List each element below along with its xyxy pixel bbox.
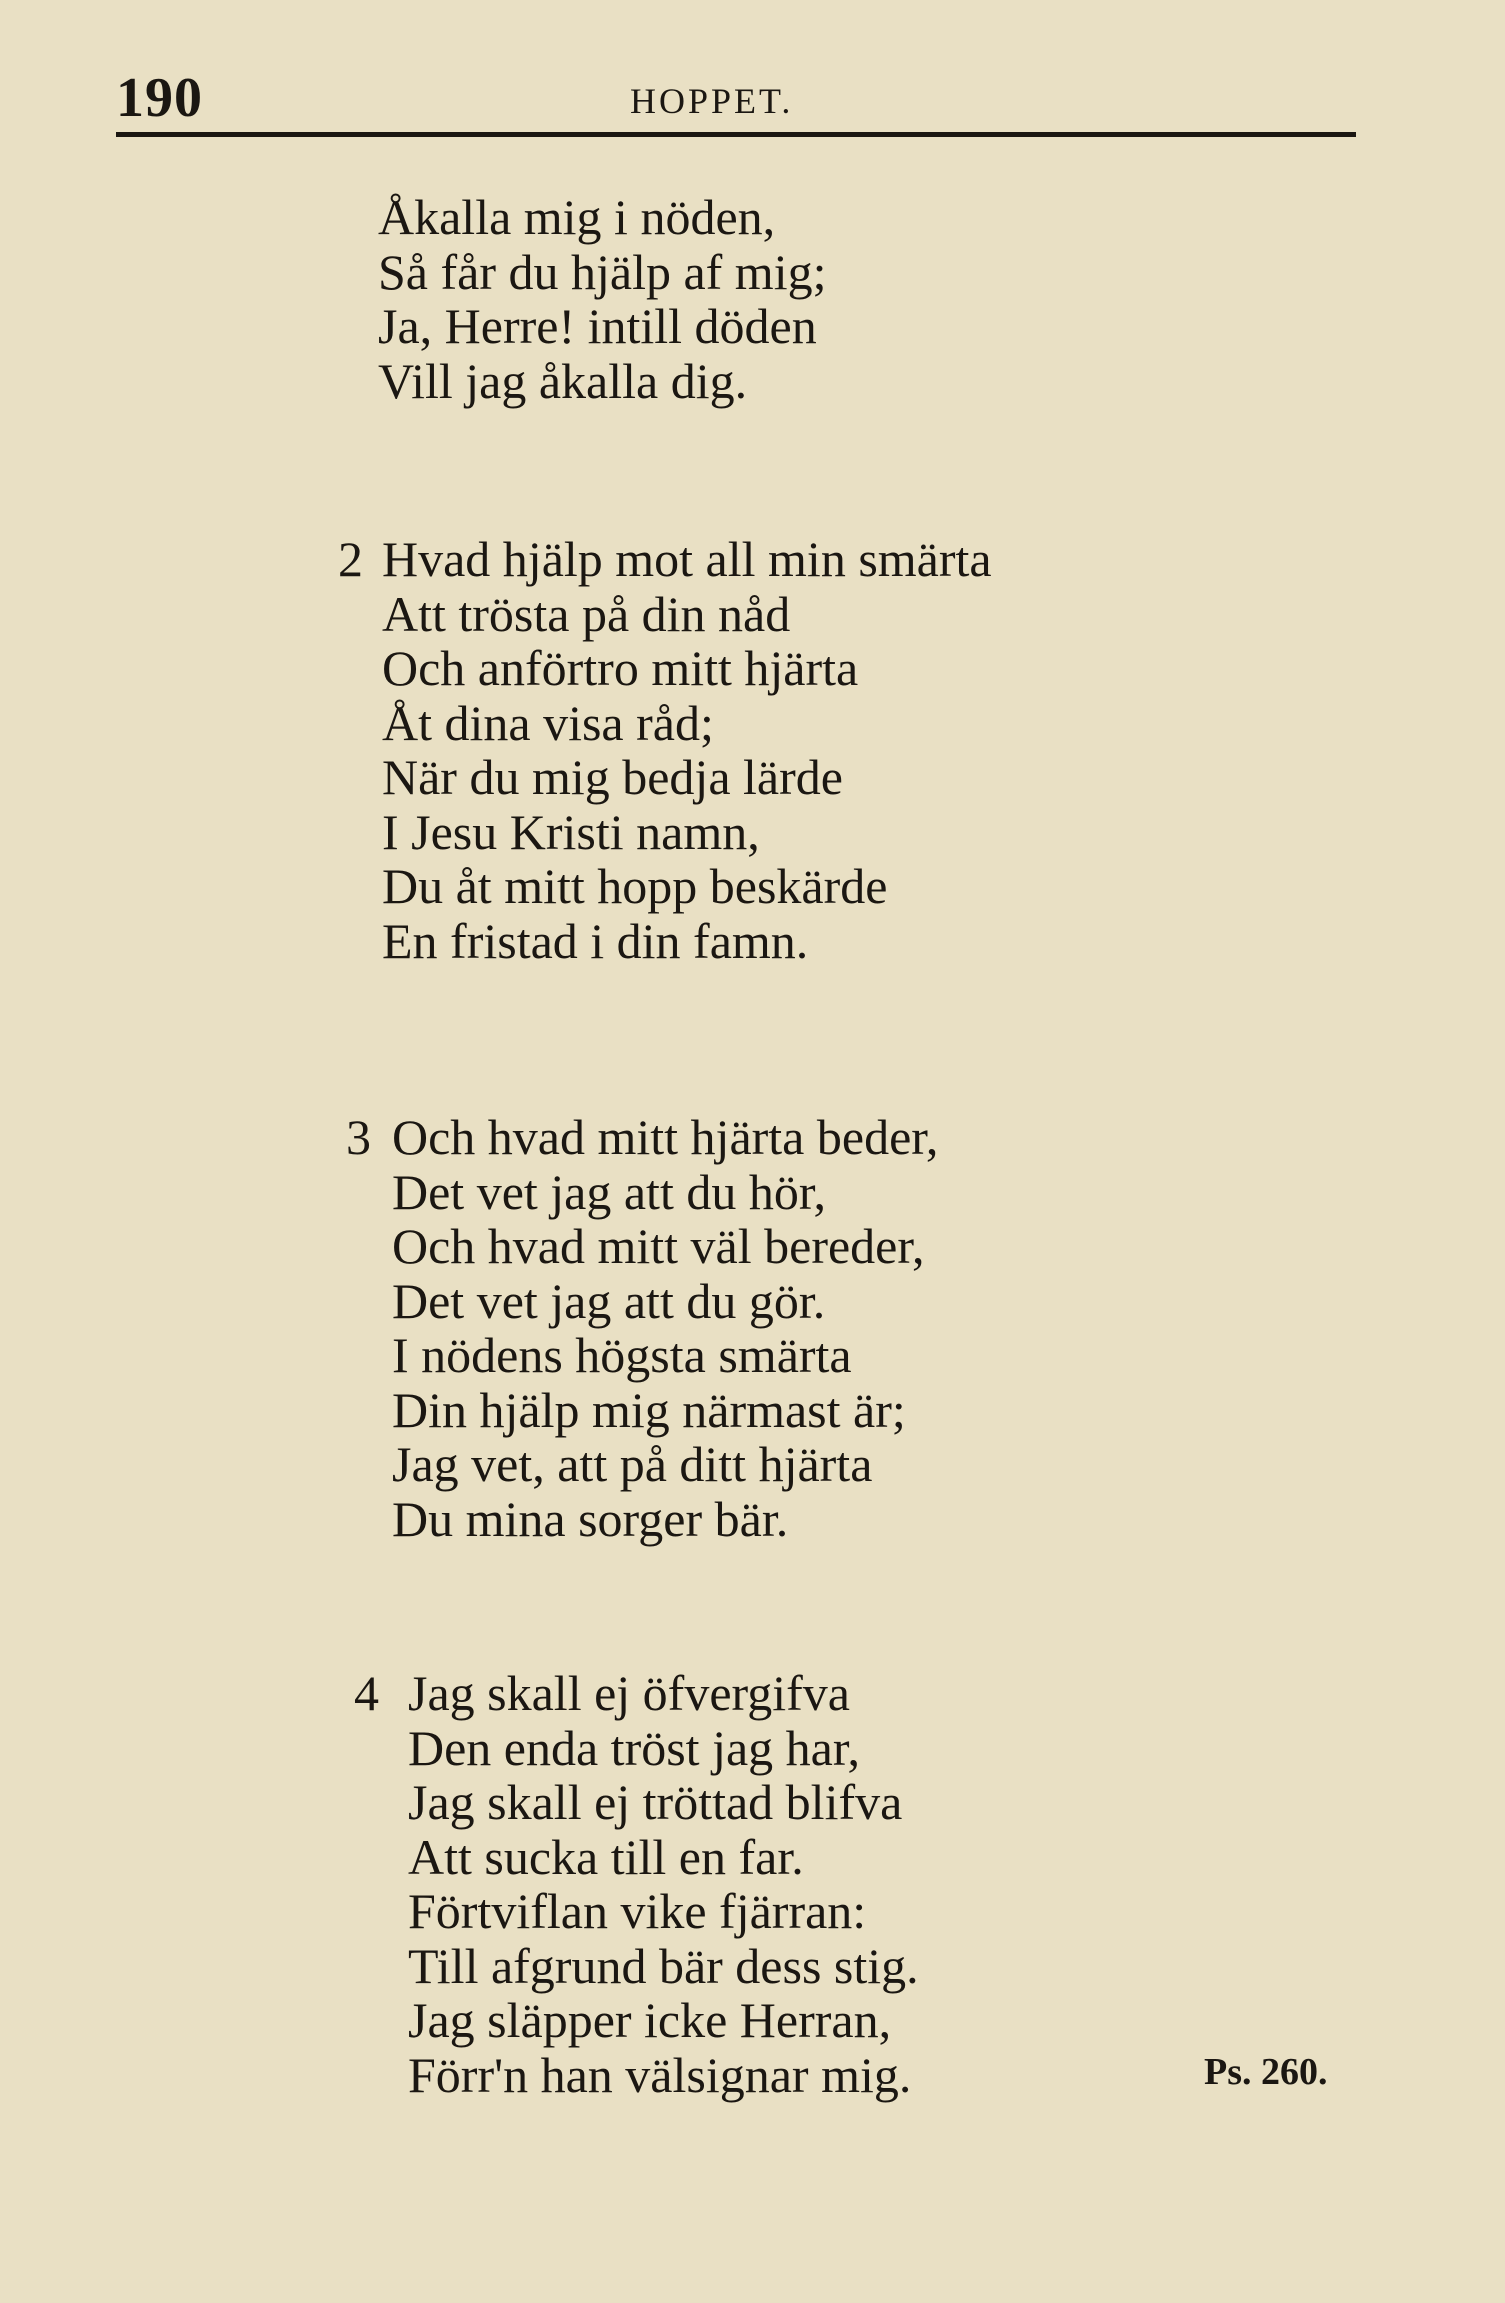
- running-head: HOPPET.: [630, 81, 794, 121]
- verse-line: Jag släpper icke Herran,: [408, 1992, 892, 2048]
- stanza-1: [378, 190, 827, 408]
- verse-line: Den enda tröst jag har,: [408, 1719, 861, 1776]
- verse-line: Du åt mitt hopp beskärde: [382, 858, 888, 914]
- stanza-number: 4: [354, 1665, 379, 1721]
- verse-line: Åt dina visa råd;: [382, 694, 714, 751]
- verse-line: Det vet jag att du hör,: [392, 1163, 826, 1220]
- verse-line: Och hvad mitt väl bereder,: [392, 1218, 925, 1274]
- verse-line: Till afgrund bär dess stig.: [408, 1937, 919, 1994]
- verse-line: I Jesu Kristi namn,: [382, 803, 760, 860]
- header-rule: [116, 132, 1356, 137]
- verse-line: Jag skall ej öfvergifva: [408, 1665, 850, 1721]
- verse-line: När du mig bedja lärde: [382, 749, 843, 805]
- verse-line: Förtviflan vike fjärran:: [408, 1883, 867, 1939]
- verse-line: Du mina sorger bär.: [392, 1490, 789, 1547]
- psalm-reference: Ps. 260.: [1204, 2051, 1328, 2093]
- verse-line: Jag skall ej tröttad blifva: [408, 1774, 903, 1830]
- stanza-4: [408, 1666, 919, 2102]
- verse-line: Det vet jag att du gör.: [392, 1272, 826, 1329]
- verse-line: I nödens högsta smärta: [392, 1327, 852, 1383]
- stanza-number: 2: [338, 531, 363, 587]
- verse-line: En fristad i din famn.: [382, 912, 809, 969]
- verse-line: Och hvad mitt hjärta beder,: [392, 1109, 939, 1165]
- page-number: 190: [116, 67, 203, 129]
- verse-line: Hvad hjälp mot all min smärta: [382, 531, 992, 587]
- verse-line: Förr'n han välsignar mig.: [408, 2046, 912, 2103]
- verse-line: Att trösta på din nåd: [382, 585, 791, 642]
- verse-line: Ja, Herre! intill döden: [378, 298, 817, 354]
- verse-line: Och anförtro mitt hjärta: [382, 640, 859, 696]
- verse-line: Vill jag åkalla dig.: [378, 352, 748, 409]
- verse-line: Din hjälp mig närmast är;: [392, 1381, 906, 1438]
- verse-line: Jag vet, att på ditt hjärta: [392, 1436, 873, 1492]
- stanza-3: [392, 1110, 938, 1546]
- verse-line: Att sucka till en far.: [408, 1828, 804, 1885]
- verse-line: Åkalla mig i nöden,: [378, 189, 776, 245]
- stanza-2: [382, 532, 992, 968]
- stanza-number: 3: [346, 1109, 371, 1165]
- verse-line: Så får du hjälp af mig;: [378, 243, 827, 300]
